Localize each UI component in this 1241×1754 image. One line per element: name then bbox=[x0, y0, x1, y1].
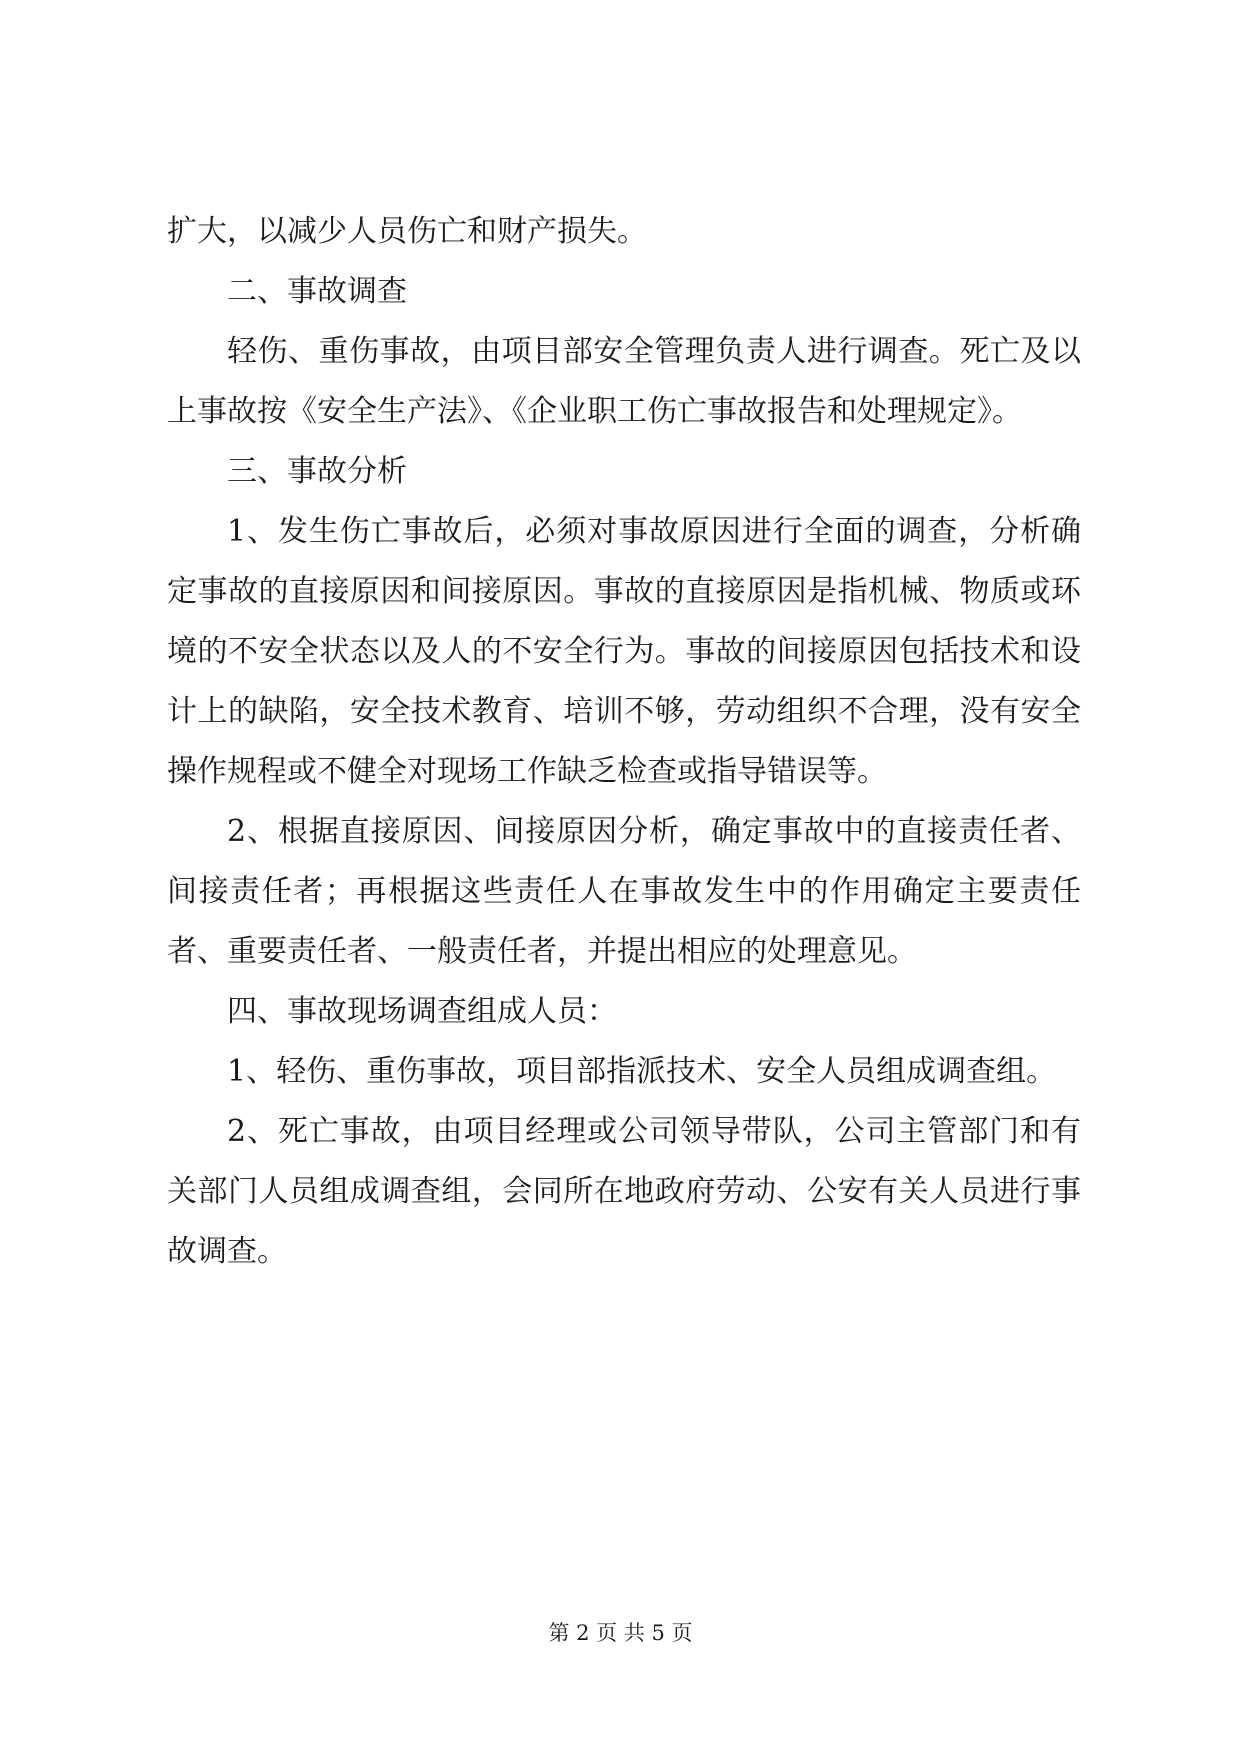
paragraph-analysis-2: 2、根据直接原因、间接原因分析，确定事故中的直接责任者、间接责任者；再根据这些责任人在事故发生中的作用确定主要责任者、重要责任者、一般责任者，并提出相应的处理意见。 bbox=[167, 814, 1081, 969]
paragraph-team-1: 1、轻伤、重伤事故，项目部指派技术、安全人员组成调查组。 bbox=[227, 1054, 1057, 1089]
paragraph-analysis-1: 1、发生伤亡事故后，必须对事故原因进行全面的调查，分析确定事故的直接原因和间接原因。事故的直接原因是指机械、物质或环境的不安全状态以及人的不安全行为。事故的间接原因包括技术和设计上的缺陷，安全技术教育、培训不够，劳动组织不合理，没有安全操作规程或不健全对现场工作缺乏检查或指导错误等。 bbox=[167, 514, 1081, 789]
document-body bbox=[167, 202, 1081, 1282]
section-heading-analysis: 三、事故分析 bbox=[227, 454, 407, 489]
section-heading-investigation: 二、事故调查 bbox=[227, 274, 407, 309]
page-footer: 第 2 页 共 5 页 bbox=[548, 1621, 693, 1645]
paragraph-team-2: 2、死亡事故，由项目经理或公司领导带队，公司主管部门和有关部门人员组成调查组，会同所在地政府劳动、公安有关人员进行事故调查。 bbox=[167, 1114, 1081, 1269]
paragraph-investigation: 轻伤、重伤事故，由项目部安全管理负责人进行调查。死亡及以上事故按《安全生产法》、《企业职工伤亡事故报告和处理规定》。 bbox=[167, 334, 1081, 429]
paragraph-continuation: 扩大，以减少人员伤亡和财产损失。 bbox=[167, 214, 647, 249]
section-heading-team: 四、事故现场调查组成人员： bbox=[227, 994, 617, 1029]
